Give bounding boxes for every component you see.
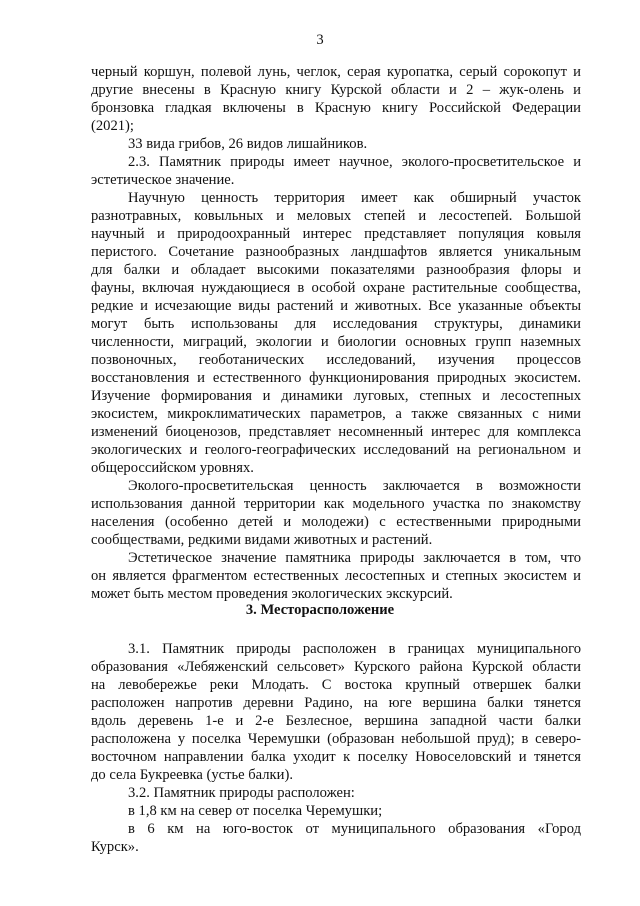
page-number: 3 [316,32,324,48]
text-line: сообществами, редкими видами животных и растений. [91,532,433,548]
text-line: для балки и обладает высокими показателями разнообразия флоры и [91,262,581,278]
text-line: в 1,8 км на север от поселка Черемушки; [128,803,383,819]
text-line: он является фрагментом естественных лесостепных и степных экосистем и [91,568,581,584]
section-heading: 3. Месторасположение [245,602,395,618]
text-line: другие внесены в Красную книгу Курской области и 2 – жук-олень и [91,82,581,98]
text-line: бронзовка гладкая включены в Красную книгу Российской Федерации [91,100,581,116]
text-line: в 6 км на юго-восток от муниципального образования «Город [128,821,581,837]
text-line: 2.3. Памятник природы имеет научное, эколого-просветительское и [128,154,581,170]
text-line: Эколого-просветительская ценность заключается в возможности [128,478,581,494]
text-line: экосистем, микроклиматических параметров, а также связанных с ними [91,406,581,422]
text-line: до села Букреевка (устье балки). [91,767,293,783]
text-line: восстановления и естественного функционирования природных экосистем. [91,370,581,386]
text-line: Курск». [91,839,139,855]
text-line: фауны, включая нуждающиеся в особой охране растительные сообщества, [91,280,581,296]
text-line: перистого. Сочетание разнообразных ландшафтов является уникальным [91,244,581,260]
text-line: Изучение формирования и динамики луговых, степных и лесостепных [91,388,581,404]
text-line: эстетическое значение. [91,172,235,188]
text-line: экологических и геолого-географических исследований на региональном и [91,442,581,458]
text-line: черный коршун, полевой лунь, чеглок, серая куропатка, серый сорокопут и [91,64,581,80]
text-line: изменений биоценозов, представляет несомненный интерес для комплекса [91,424,581,440]
text-line: восточном направлении балка уходит к поселку Новоселовский и тянется [91,749,581,765]
text-line: общероссийском уровнях. [91,460,254,476]
text-line: образования «Лебяженский сельсовет» Курского района Курской области [91,659,581,675]
text-line: Научную ценность территория имеет как обширный участок [128,190,581,206]
text-line: (2021); [91,118,134,134]
text-line: может быть местом проведения экологических экскурсий. [91,586,453,602]
text-line: численности, миграций, экологии и биологии основных групп наземных [91,334,581,350]
text-line: научный и природоохранный интерес представляет популяция ковыля [91,226,581,242]
text-line: вдоль деревень 1-е и 2-е Безлесное, вершина западной части балки [91,713,581,729]
text-line: могут быть использованы для исследования структуры, динамики [91,316,581,332]
text-line: использования данной территории как модельного участка по знакомству [91,496,581,512]
text-line: расположен напротив деревни Радино, на юге вершина балки тянется [91,695,581,711]
text-line: Эстетическое значение памятника природы заключается в том, что [128,550,581,566]
text-line: на левобережье реки Млодать. С востока крупный отвершек балки [91,677,581,693]
text-line: расположена у поселка Черемушки (образован небольшой пруд); в северо- [91,731,581,747]
text-line: позвоночных, геоботанических исследований, изучения процессов [91,352,581,368]
text-line: населения (особенно детей и молодежи) с естественными природными [91,514,581,530]
text-line: 33 вида грибов, 26 видов лишайников. [128,136,368,152]
text-line: разнотравных, ковыльных и меловых степей и лесостепей. Большой [91,208,581,224]
text-line: 3.2. Памятник природы расположен: [128,785,355,801]
text-line: 3.1. Памятник природы расположен в границах муниципального [128,641,581,657]
text-line: редкие и исчезающие виды растений и животных. Все указанные объекты [91,298,581,314]
